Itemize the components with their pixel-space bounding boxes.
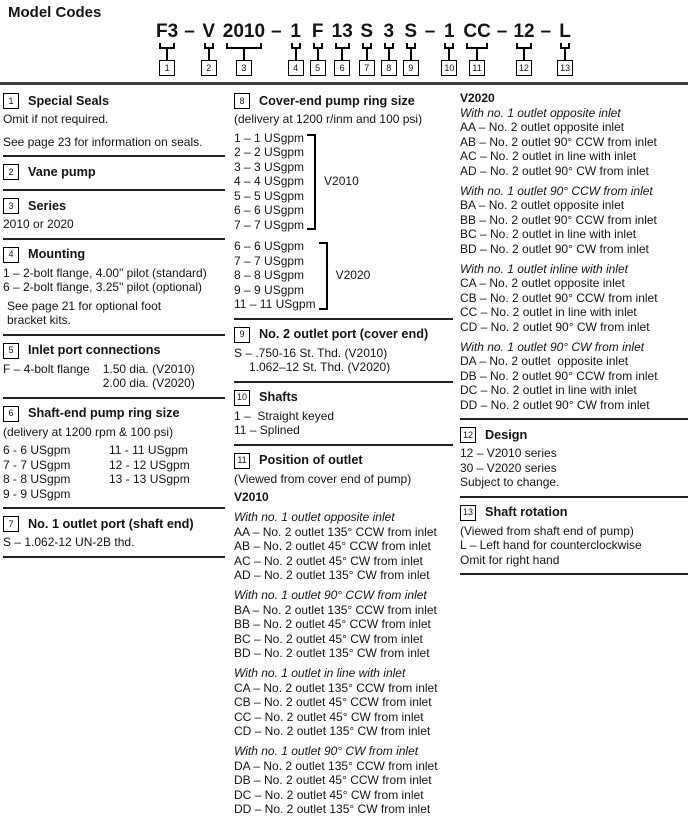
- code-dash: [271, 21, 282, 42]
- gpm-line: 12 - 12 USgpm: [109, 457, 190, 472]
- outlet-code-line: AB – No. 2 outlet 90° CCW from inlet: [460, 134, 657, 149]
- gpm-line: 7 – 7 USgpm: [234, 217, 305, 232]
- body-line: 12 – V2010 series: [460, 446, 557, 460]
- gpm-line: 13 - 13 USgpm: [109, 472, 190, 486]
- inlet-option-row: [3, 362, 225, 391]
- section-header: [234, 390, 453, 406]
- section-number-box: 1: [3, 93, 19, 109]
- gpm-column-1: [3, 443, 109, 501]
- group-header: With no. 1 outlet 90° CCW from inlet: [460, 183, 653, 198]
- outlet-code-line: DD – No. 2 outlet 135° CW from inlet: [234, 802, 431, 816]
- section-position-of-outlet-v2020: [460, 91, 688, 420]
- gpm-line: 8 - 8 USgpm: [3, 472, 71, 486]
- connector-line: [166, 49, 168, 60]
- connector-line: [476, 49, 478, 60]
- code-text: –: [271, 21, 282, 42]
- diameter-values: [103, 362, 195, 391]
- code-number-box: 8: [381, 60, 397, 76]
- outlet-code-line: CC – No. 2 outlet 45° CW from inlet: [234, 709, 424, 724]
- outlet-code-line: BA – No. 2 outlet 135° CCW from inlet: [234, 602, 437, 617]
- outlet-code-line: CA – No. 2 outlet opposite inlet: [460, 276, 625, 290]
- outlet-code-line: AC – No. 2 outlet in line with inlet: [460, 149, 637, 163]
- section-vane-pump: [3, 164, 225, 191]
- section-number-box: 9: [234, 327, 250, 343]
- section-header: [3, 164, 225, 180]
- section-number-box: 7: [3, 516, 19, 532]
- diameter-line: 2.00 dia. (V2020): [102, 376, 195, 390]
- code-text: 13: [331, 21, 353, 42]
- group-lines: [460, 276, 688, 334]
- outlet-code-line: AB – No. 2 outlet 45° CCW from inlet: [234, 539, 431, 553]
- body-line: Omit if not required.: [3, 112, 109, 126]
- body-line: (Viewed from shaft end of pump): [460, 523, 634, 538]
- option-line: 6 – 2-bolt flange, 3.25" pilot (optional): [3, 280, 203, 294]
- section-header: [234, 453, 453, 469]
- group-lines: [460, 354, 688, 412]
- group-lines: [234, 603, 453, 661]
- option-line: 11 – Splined: [234, 423, 300, 437]
- section-header: [234, 327, 453, 343]
- section-title: Vane pump: [28, 164, 96, 179]
- footnote: See page 21 for optional foot bracket kits.: [7, 298, 162, 327]
- connector-line: [366, 49, 368, 60]
- section-inlet-port: [3, 343, 225, 399]
- section-header: [3, 247, 225, 263]
- gpm-line: 11 - 11 USgpm: [109, 443, 188, 457]
- connector-line: [410, 49, 412, 60]
- outlet-group: [234, 744, 453, 817]
- group-bracket: [307, 134, 316, 231]
- section-title: Design: [485, 427, 528, 442]
- code-text: S: [360, 21, 374, 42]
- outlet-code-line: DD – No. 2 outlet 90° CW from inlet: [460, 397, 650, 412]
- outlet-group: [460, 262, 688, 335]
- section-header: [3, 406, 225, 422]
- section-title: Position of outlet: [259, 453, 363, 468]
- section-mounting: [3, 247, 225, 336]
- group-header: With no. 1 outlet opposite inlet: [460, 105, 621, 120]
- series-label-v2020: V2020: [460, 91, 495, 105]
- code-segment-l: [557, 21, 573, 76]
- gpm-line: 8 – 8 USgpm: [234, 268, 305, 282]
- section-number-box: 11: [234, 453, 250, 469]
- code-text: –: [184, 21, 195, 42]
- code-text: L: [559, 21, 571, 42]
- option-line: 1 – 2-bolt flange, 4.00" pilot (standard): [3, 265, 207, 280]
- outlet-code-line: CD – No. 2 outlet 135° CW from inlet: [234, 724, 431, 738]
- section-title: Series: [28, 198, 67, 213]
- gpm-line: 9 - 9 USgpm: [3, 486, 71, 501]
- section-number-box: 5: [3, 343, 19, 359]
- option-line: 1 – Straight keyed: [234, 408, 335, 423]
- code-text: 1: [444, 21, 455, 42]
- outlet-code-line: DC – No. 2 outlet 45° CW from inlet: [234, 787, 424, 802]
- code-dash: [184, 21, 195, 42]
- outlet-code-line: AA – No. 2 outlet 135° CCW from inlet: [234, 524, 437, 539]
- section-number-box: 4: [3, 247, 19, 263]
- outlet-group: [234, 666, 453, 739]
- section-header: [460, 505, 688, 521]
- subtitle: (delivery at 1200 r/inm and 100 psi): [234, 112, 423, 126]
- section-number-box: 13: [460, 505, 476, 521]
- code-text: 2010: [222, 21, 266, 42]
- gpm-table: [3, 443, 225, 501]
- code-text: 3: [383, 21, 395, 42]
- code-segment-2010: [223, 21, 265, 76]
- section-header: [460, 427, 688, 443]
- code-segment-1b: [441, 21, 457, 76]
- section-shaft-rotation: [460, 505, 688, 576]
- section-header: [234, 93, 453, 109]
- gpm-line: 7 - 7 USgpm: [3, 457, 71, 472]
- body-line: S – .750-16 St. Thd. (V2010): [234, 345, 388, 360]
- outlet-group: [234, 588, 453, 661]
- code-dash: [425, 21, 436, 42]
- code-number-box: 4: [288, 60, 304, 76]
- group-lines: [234, 681, 453, 739]
- subtitle: (Viewed from cover end of pump): [234, 471, 412, 486]
- outlet-group: [460, 106, 688, 179]
- gpm-line: 2 – 2 USgpm: [234, 145, 305, 159]
- outlet-code-line: BB – No. 2 outlet 45° CCW from inlet: [234, 617, 431, 631]
- section-header: [3, 93, 225, 109]
- section-number-box: 8: [234, 93, 250, 109]
- body-line: L – Left hand for counterclockwise: [460, 538, 642, 552]
- v2010-gpm-group: [234, 131, 453, 233]
- gpm-line: 6 - 6 USgpm: [3, 443, 71, 457]
- section-position-of-outlet: [234, 453, 453, 823]
- gpm-line: 11 – 11 USgpm: [234, 297, 316, 311]
- outlet-code-line: BC – No. 2 outlet 45° CW from inlet: [234, 631, 423, 646]
- group-lines: [460, 120, 688, 178]
- code-number-box: 7: [359, 60, 375, 76]
- section-no1-outlet-port: [3, 516, 225, 558]
- column-right: [460, 91, 688, 830]
- group-header: With no. 1 outlet 90° CCW from inlet: [234, 588, 427, 602]
- outlet-code-line: AD – No. 2 outlet 90° CW from inlet: [460, 163, 649, 178]
- code-dash: [541, 21, 552, 42]
- section-header: [3, 343, 225, 359]
- code-segment-s2: [403, 21, 419, 76]
- section-title: No. 2 outlet port (cover end): [259, 327, 429, 342]
- outlet-code-line: DB – No. 2 outlet 90° CCW from inlet: [460, 368, 658, 383]
- code-segment-1: [288, 21, 304, 76]
- outlet-code-line: DC – No. 2 outlet in line with inlet: [460, 383, 637, 397]
- code-number-box: 2: [201, 60, 217, 76]
- code-number-box: 5: [310, 60, 326, 76]
- group-header: With no. 1 outlet 90° CW from inlet: [234, 744, 419, 758]
- series-label-v2010: V2010: [234, 490, 269, 504]
- code-text: 12: [513, 21, 535, 42]
- column-middle: [234, 91, 453, 830]
- section-title: Shafts: [259, 390, 298, 405]
- body-line: 1.062–12 St. Thd. (V2020): [249, 360, 391, 374]
- gpm-column-2: [109, 443, 190, 501]
- group-label: V2020: [335, 268, 371, 282]
- section-cover-end-ring-size: [234, 93, 453, 320]
- section-title: Cover-end pump ring size: [259, 93, 415, 108]
- spacer: [3, 127, 225, 135]
- gpm-lines: [234, 131, 304, 233]
- gpm-line: 7 – 7 USgpm: [234, 253, 305, 268]
- column-left: [3, 91, 225, 830]
- v2020-gpm-group: [234, 239, 453, 312]
- content-columns: [3, 91, 688, 830]
- outlet-group: [460, 184, 688, 257]
- group-label: V2010: [324, 174, 359, 188]
- code-segment-f: [310, 21, 326, 76]
- outlet-code-line: CB – No. 2 outlet 45° CCW from inlet: [234, 695, 432, 709]
- section-number-box: 6: [3, 406, 19, 422]
- section-series: [3, 198, 225, 240]
- gpm-lines: [234, 239, 316, 312]
- section-number-box: 2: [3, 164, 19, 180]
- group-header: With no. 1 outlet inline with inlet: [460, 261, 628, 276]
- option-label: F – 4-bolt flange: [3, 361, 90, 376]
- page-title: Model Codes: [8, 4, 102, 21]
- connector-line: [448, 49, 450, 60]
- connector-line: [388, 49, 390, 60]
- outlet-code-line: BD – No. 2 outlet 135° CW from inlet: [234, 646, 430, 660]
- section-design: [460, 427, 688, 498]
- outlet-code-line: CC – No. 2 outlet in line with inlet: [460, 305, 637, 319]
- body-line: Omit for right hand: [460, 552, 560, 567]
- gpm-line: 9 – 9 USgpm: [234, 282, 305, 297]
- outlet-code-line: BD – No. 2 outlet 90° CW from inlet: [460, 241, 649, 256]
- code-segment-13: [332, 21, 353, 76]
- diameter-line: 1.50 dia. (V2010): [102, 361, 195, 376]
- gpm-line: 4 – 4 USgpm: [234, 174, 305, 188]
- section-title: Mounting: [28, 247, 86, 262]
- body-line: S – 1.062-12 UN-2B thd.: [3, 535, 135, 549]
- group-lines: [234, 759, 453, 817]
- code-segment-v: [201, 21, 217, 76]
- group-header: With no. 1 outlet in line with inlet: [234, 666, 406, 680]
- outlet-code-line: CD – No. 2 outlet 90° CW from inlet: [460, 319, 650, 334]
- outlet-group: [460, 340, 688, 413]
- code-dash: [497, 21, 508, 42]
- header-divider: [0, 82, 688, 85]
- design-lines: [460, 446, 688, 490]
- code-text: F3: [156, 21, 179, 42]
- connector-line: [295, 49, 297, 60]
- shaft-options: [234, 409, 453, 438]
- group-lines: [234, 525, 453, 583]
- outlet-code-line: CB – No. 2 outlet 90° CCW from inlet: [460, 290, 658, 305]
- code-text: –: [496, 21, 508, 42]
- subtitle: (delivery at 1200 rpm & 100 psi): [3, 424, 174, 439]
- code-segment-3: [381, 21, 397, 76]
- section-title: Shaft rotation: [485, 505, 568, 520]
- code-text: CC: [463, 21, 491, 42]
- section-special-seals: [3, 93, 225, 157]
- connector-line: [208, 49, 210, 60]
- gpm-line: 3 – 3 USgpm: [234, 159, 305, 174]
- section-shaft-end-ring-size: [3, 406, 225, 510]
- outlet-code-line: BC – No. 2 outlet in line with inlet: [460, 227, 637, 241]
- outlet-code-line: DA – No. 2 outlet 135° CCW from inlet: [234, 758, 438, 773]
- group-header: With no. 1 outlet opposite inlet: [234, 510, 395, 524]
- body-line: 30 – V2020 series: [460, 460, 557, 475]
- code-text: –: [424, 21, 436, 42]
- connector-line: [341, 49, 343, 60]
- mounting-options: [3, 266, 225, 295]
- section-number-box: 3: [3, 198, 19, 214]
- body-line: See page 23 for information on seals.: [3, 134, 203, 149]
- rotation-lines: [460, 524, 688, 568]
- section-number-box: 10: [234, 390, 250, 406]
- section-shafts: [234, 390, 453, 446]
- outlet-code-line: AD – No. 2 outlet 135° CW from inlet: [234, 568, 430, 582]
- code-segment-f3: [156, 21, 178, 76]
- code-number-box: 10: [441, 60, 457, 76]
- outlet-group: [234, 510, 453, 583]
- code-number-box: 3: [236, 60, 252, 76]
- code-segment-s: [359, 21, 375, 76]
- model-code-diagram: [156, 21, 573, 76]
- section-title: Shaft-end pump ring size: [28, 406, 180, 421]
- section-header: [3, 516, 225, 532]
- outlet-code-line: BB – No. 2 outlet 90° CCW from inlet: [460, 212, 657, 227]
- body-line: Subject to change.: [460, 475, 560, 489]
- section-title: No. 1 outlet port (shaft end): [28, 516, 194, 531]
- group-header: With no. 1 outlet 90° CW from inlet: [460, 339, 645, 354]
- code-segment-cc: [463, 21, 490, 76]
- section-number-box: 12: [460, 427, 476, 443]
- gpm-line: 6 – 6 USgpm: [234, 239, 305, 253]
- code-number-box: 1: [159, 60, 175, 76]
- connector-line: [243, 49, 245, 60]
- gpm-line: 6 – 6 USgpm: [234, 203, 305, 217]
- outlet-code-line: AA – No. 2 outlet opposite inlet: [460, 120, 625, 134]
- section-no2-outlet-port: [234, 327, 453, 383]
- gpm-line: 5 – 5 USgpm: [234, 188, 305, 203]
- code-segment-12: [513, 21, 534, 76]
- outlet-code-line: DA – No. 2 outlet opposite inlet: [460, 354, 629, 368]
- outlet-code-line: CA – No. 2 outlet 135° CCW from inlet: [234, 680, 438, 695]
- code-text: V: [202, 21, 216, 42]
- group-bracket: [319, 242, 328, 310]
- code-number-box: 9: [403, 60, 419, 76]
- code-text: –: [540, 21, 552, 42]
- connector-line: [523, 49, 525, 60]
- gpm-line: 1 – 1 USgpm: [234, 130, 305, 145]
- code-text: 1: [290, 21, 301, 42]
- section-header: [3, 198, 225, 214]
- outlet-code-line: AC – No. 2 outlet 45° CW from inlet: [234, 553, 423, 568]
- code-text: F: [311, 21, 324, 42]
- code-number-box: 13: [557, 60, 573, 76]
- connector-line: [317, 49, 319, 60]
- code-number-box: 12: [516, 60, 532, 76]
- section-title: Special Seals: [28, 93, 110, 108]
- code-number-box: 6: [334, 60, 350, 76]
- outlet-code-line: DB – No. 2 outlet 45° CCW from inlet: [234, 773, 432, 787]
- code-number-box: 11: [469, 60, 485, 76]
- body-line: 2010 or 2020: [3, 217, 74, 231]
- group-lines: [460, 198, 688, 256]
- outlet-code-line: BA – No. 2 outlet opposite inlet: [460, 198, 625, 212]
- connector-line: [564, 49, 566, 60]
- code-text: S: [404, 21, 418, 42]
- section-title: Inlet port connections: [28, 343, 161, 358]
